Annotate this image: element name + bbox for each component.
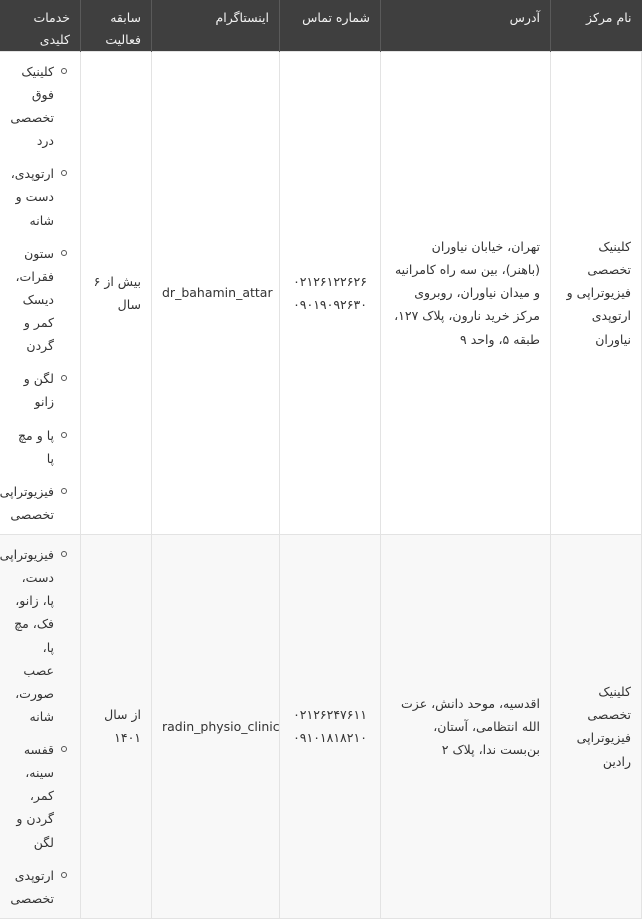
phone-number[interactable]: ۰۲۱۲۶۲۴۷۶۱۱ [293, 707, 367, 723]
phone-number[interactable]: ۰۲۱۲۶۱۲۲۶۲۶ [293, 273, 367, 289]
service-item: لگن و زانو [10, 367, 54, 413]
address-cell: اقدسیه، موحد دانش، عزت الله انتظامی، آستان، بن‌بست ندا، پلاک ۲ [381, 535, 551, 919]
service-item: قفسه سینه، کمر، گردن و لگن [10, 738, 54, 854]
instagram-handle: dr_bahamin_attar [162, 285, 273, 301]
service-item: ارتوپدی تخصصی [10, 864, 54, 910]
header-services: خدمات کلیدی [0, 0, 81, 51]
services-cell [0, 51, 81, 534]
service-item: ارتوپدی، دست و شانه [10, 162, 54, 231]
phone-number[interactable]: ۰۹۱۰۱۸۱۸۲۱۰ [293, 730, 367, 746]
center-name-cell: کلینیک تخصصی فیزیوتراپی رادین [551, 535, 642, 919]
experience-cell: از سال ۱۴۰۱ [81, 535, 152, 919]
header-phone: شماره تماس [280, 0, 381, 51]
service-item: ستون فقرات، دیسک کمر و گردن [10, 242, 54, 358]
services-cell [0, 535, 81, 919]
phone-cell [280, 51, 381, 534]
service-item: فیزیوتراپی تخصصی [10, 480, 54, 526]
phone-number[interactable]: ۰۹۰۱۹۰۹۲۶۳۰ [293, 296, 367, 312]
header-address: آدرس [381, 0, 551, 51]
service-item: کلینیک فوق تخصصی درد [10, 60, 54, 153]
services-list [0, 60, 70, 526]
header-experience: سابقه فعالیت [81, 0, 152, 51]
header-center-name: نام مرکز [551, 0, 642, 51]
instagram-cell [152, 51, 280, 534]
instagram-handle: radin_physio_clinic [162, 718, 280, 734]
header-instagram: اینستاگرام [152, 0, 280, 51]
table-header-row [0, 0, 642, 51]
instagram-cell [152, 535, 280, 919]
center-name-cell: کلینیک تخصصی فیزیوتراپی و ارتوپدی نیاوران [551, 51, 642, 534]
table-row [0, 51, 642, 534]
experience-cell: بیش از ۶ سال [81, 51, 152, 534]
address-cell: تهران، خیابان نیاوران (باهنر)، بین سه راه کامرانیه و میدان نیاوران، روبروی مرکز خرید نارون، پلاک ۱۲۷، طبقه ۵، واحد ۹ [381, 51, 551, 534]
service-item: فیزیوتراپی دست، پا، زانو، فک، مچ پا، عصب صورت، شانه [10, 543, 54, 728]
service-item: پا و مچ پا [10, 424, 54, 470]
table-row [0, 535, 642, 919]
services-list [0, 543, 70, 910]
phone-cell [280, 535, 381, 919]
